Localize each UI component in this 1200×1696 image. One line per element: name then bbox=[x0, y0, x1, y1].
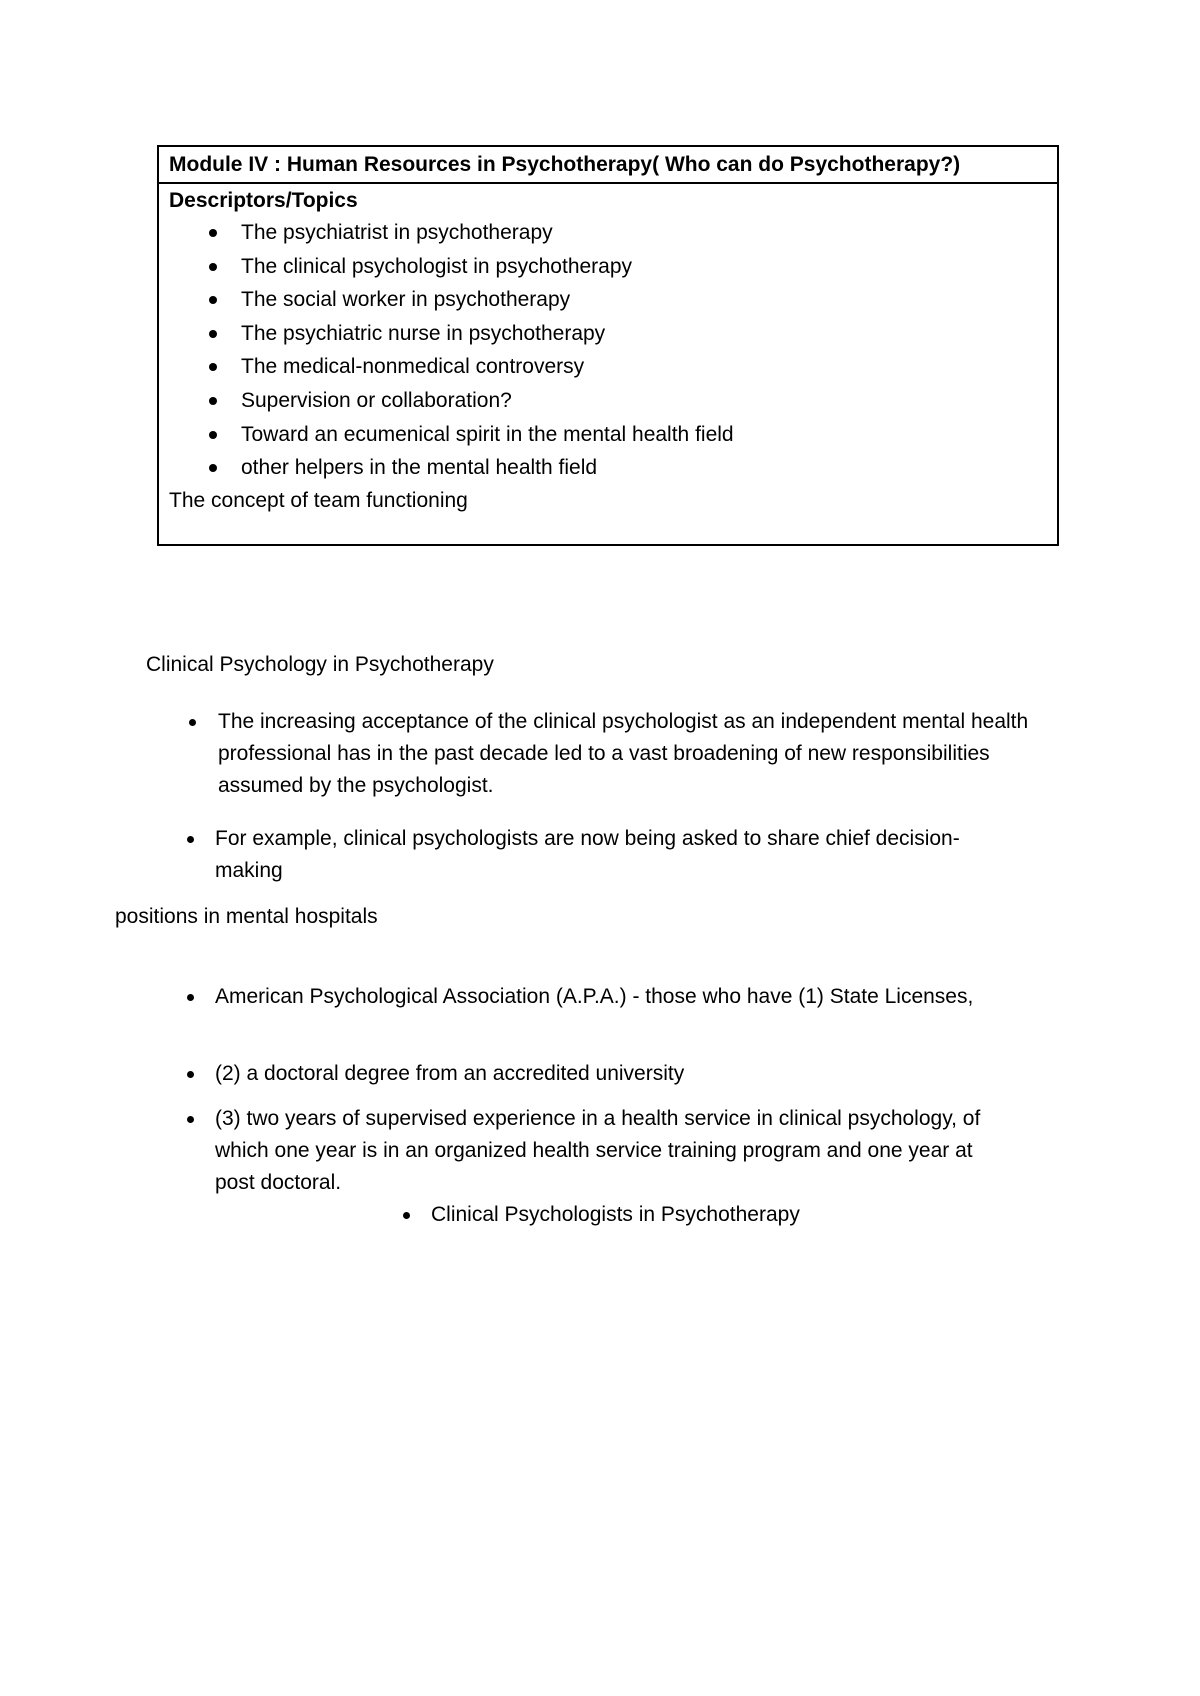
bullet-text: The increasing acceptance of the clinical psychologist as an independent mental health professional has in the past decade led to a vast broadening of new responsibilities assumed by the psychologist. bbox=[218, 710, 1029, 797]
bullet-icon bbox=[189, 719, 196, 726]
list-item bbox=[169, 451, 1047, 485]
bullet-icon bbox=[209, 431, 217, 439]
bullet-icon bbox=[209, 263, 217, 271]
bullet-icon bbox=[187, 1071, 194, 1078]
bullet-text: (3) two years of supervised experience in a health service in clinical psychology, of which one year is in an organized health service training program and one year at post doctoral. bbox=[215, 1107, 981, 1194]
body-bullet-6 bbox=[431, 1199, 931, 1231]
bullet-icon bbox=[187, 994, 194, 1001]
topic-text: other helpers in the mental health field bbox=[241, 456, 598, 480]
body-bullet-5 bbox=[215, 1103, 1015, 1199]
bullet-icon bbox=[209, 363, 217, 371]
topic-text: The clinical psychologist in psychotherapy bbox=[241, 254, 633, 278]
topic-text: Toward an ecumenical spirit in the mental health field bbox=[241, 422, 734, 446]
topic-text: Supervision or collaboration? bbox=[241, 388, 512, 412]
bullet-icon bbox=[209, 397, 217, 405]
topic-text: The psychiatric nurse in psychotherapy bbox=[241, 321, 606, 345]
list-item bbox=[169, 384, 1047, 418]
bullet-icon bbox=[209, 296, 217, 304]
topic-text: The social worker in psychotherapy bbox=[241, 288, 571, 312]
body-bullet-2 bbox=[215, 823, 1015, 887]
topic-text: The medical-nonmedical controversy bbox=[241, 355, 585, 379]
standalone-line: positions in mental hospitals bbox=[115, 905, 378, 928]
topic-text: The psychiatrist in psychotherapy bbox=[241, 221, 553, 244]
list-item bbox=[169, 418, 1047, 452]
bullet-text: Clinical Psychologists in Psychotherapy bbox=[431, 1203, 800, 1226]
bullet-icon bbox=[187, 836, 194, 843]
list-item bbox=[169, 350, 1047, 384]
module-body bbox=[159, 184, 1057, 544]
bullet-icon bbox=[209, 330, 217, 338]
bullet-icon bbox=[403, 1212, 410, 1219]
bullet-icon bbox=[209, 464, 217, 472]
list-item bbox=[169, 216, 1047, 250]
bullet-text: For example, clinical psychologists are now being asked to share chief decision-making bbox=[215, 827, 960, 882]
module-title: Module IV : Human Resources in Psychotherapy( Who can do Psychotherapy?) bbox=[159, 147, 1057, 184]
bullet-icon bbox=[187, 1116, 194, 1123]
list-item bbox=[169, 317, 1047, 351]
bullet-text: (2) a doctoral degree from an accredited university bbox=[215, 1062, 685, 1085]
bullet-icon bbox=[209, 229, 217, 237]
bullet-text: American Psychological Association (A.P.A.) - those who have (1) State Licenses, bbox=[215, 985, 974, 1008]
descriptors-heading: Descriptors/Topics bbox=[169, 189, 358, 212]
body-bullet-4 bbox=[215, 1058, 1015, 1090]
closing-line: The concept of team functioning bbox=[169, 488, 468, 512]
section-heading: Clinical Psychology in Psychotherapy bbox=[146, 653, 494, 676]
body-bullet-1 bbox=[218, 706, 1058, 802]
module-table bbox=[157, 145, 1059, 546]
list-item bbox=[169, 250, 1047, 284]
list-item bbox=[169, 283, 1047, 317]
topic-list bbox=[169, 216, 1047, 485]
body-bullet-3 bbox=[215, 981, 1015, 1013]
